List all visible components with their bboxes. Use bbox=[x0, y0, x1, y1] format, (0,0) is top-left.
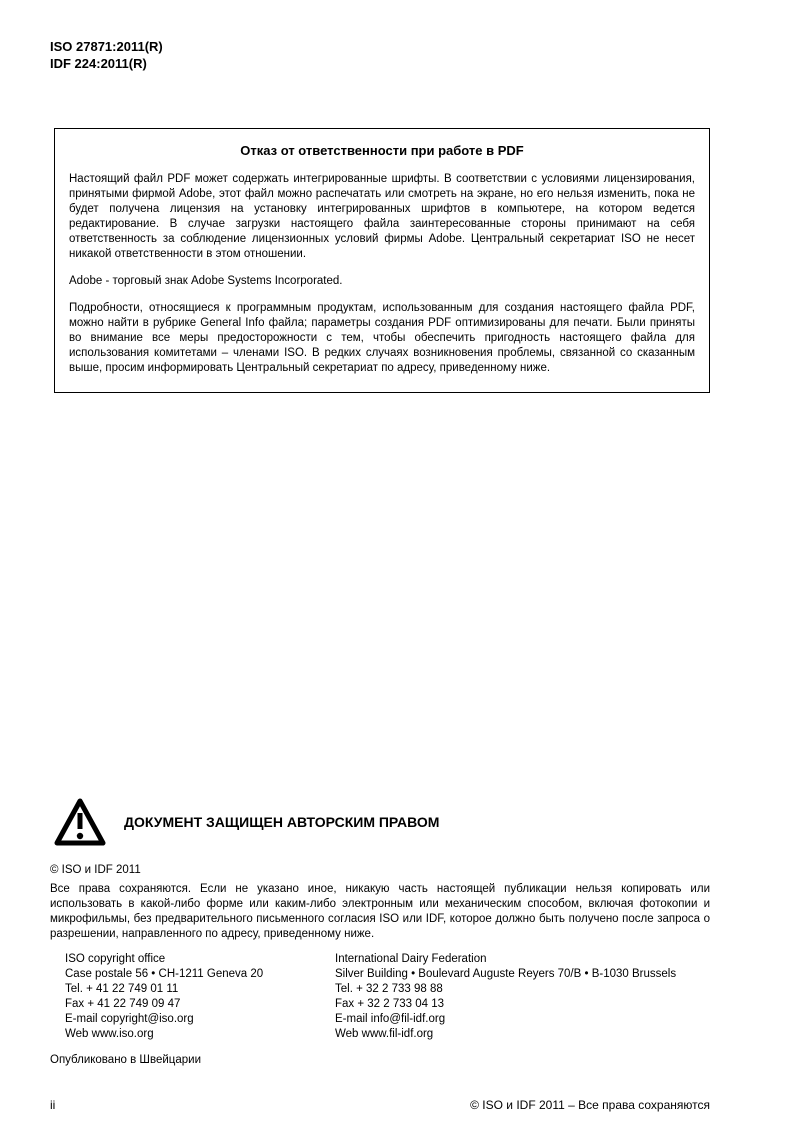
standard-number-idf: IDF 224:2011(R) bbox=[50, 56, 147, 71]
copyright-body-text: Все права сохраняются. Если не указано иное, никакую часть настоящей публикации нельзя копировать или использовать в какой-либо форме или каким-либо электронным или механическим способом, включая фотокопии и микрофильмы, без предварительного письменного согласия ISO или IDF, которое должно быть получено после запроса о разрешении, направленного по адресу, приведенному ниже. bbox=[50, 883, 710, 940]
page-number: ii bbox=[50, 1098, 56, 1112]
address-idf-tel: Tel. + 32 2 733 98 88 bbox=[335, 983, 443, 995]
copyright-heading: ДОКУМЕНТ ЗАЩИЩЕН АВТОРСКИМ ПРАВОМ bbox=[124, 814, 440, 830]
address-iso-fax: Fax + 41 22 749 09 47 bbox=[65, 998, 181, 1010]
address-idf-name: International Dairy Federation bbox=[335, 953, 487, 965]
disclaimer-paragraph-3: Подробности, относящиеся к программным продуктам, использованным для создания настоящего файла PDF, можно найти в рубрике General Info файла; параметры создания PDF оптимизированы для печати. Были приняты во внимание все меры предосторожности с тем, чтобы обеспечить пригодность настоящего файла для использования комитетами – членами ISO. В редких случаях возникновения проблемы, связанной со сказанным выше, просим информировать Центральный секретариат по адресу, приведенному ниже. bbox=[69, 302, 695, 374]
address-idf-email: E-mail info@fil-idf.org bbox=[335, 1013, 446, 1025]
address-iso-email: E-mail copyright@iso.org bbox=[65, 1013, 194, 1025]
disclaimer-title: Отказ от ответственности при работе в PDF bbox=[240, 143, 524, 158]
address-idf-fax: Fax + 32 2 733 04 13 bbox=[335, 998, 445, 1010]
pdf-disclaimer-box bbox=[54, 128, 710, 393]
page-footer bbox=[50, 1098, 710, 1112]
footer-copyright: © ISO и IDF 2011 – Все права сохраняются bbox=[470, 1098, 710, 1112]
address-idf bbox=[335, 952, 710, 1042]
warning-triangle-icon bbox=[54, 798, 106, 846]
address-iso-name: ISO copyright office bbox=[65, 953, 166, 965]
standard-number-iso: ISO 27871:2011(R) bbox=[50, 39, 163, 54]
copyright-heading-row bbox=[50, 798, 710, 846]
address-iso-tel: Tel. + 41 22 749 01 11 bbox=[65, 983, 179, 995]
address-iso bbox=[50, 952, 335, 1042]
published-in: Опубликовано в Швейцарии bbox=[50, 1054, 201, 1066]
address-idf-street: Silver Building • Boulevard Auguste Reyers 70/B • B-1030 Brussels bbox=[335, 968, 677, 980]
disclaimer-paragraph-2: Adobe - торговый знак Adobe Systems Incorporated. bbox=[69, 275, 343, 287]
address-iso-web: Web www.iso.org bbox=[65, 1028, 154, 1040]
address-idf-web: Web www.fil-idf.org bbox=[335, 1028, 434, 1040]
copyright-notice: © ISO и IDF 2011 bbox=[50, 864, 141, 876]
document-header bbox=[50, 38, 163, 72]
address-iso-street: Case postale 56 • CH-1211 Geneva 20 bbox=[65, 968, 264, 980]
copyright-section bbox=[50, 798, 710, 1066]
disclaimer-paragraph-1: Настоящий файл PDF может содержать интегрированные шрифты. В соответствии с условиями лицензирования, принятыми фирмой Adobe, этот файл можно распечатать или смотреть на экране, но его нельзя изменить, пока не будет получена лицензия на установку интегрированных шрифтов в компьютере, на котором ведется редактирование. В случае загрузки настоящего файла заинтересованные стороны принимают на себя ответственность за соблюдение лицензионных условий фирмы Adobe. Центральный секретариат ISO не несет никакой ответственности в этом отношении. bbox=[69, 173, 695, 260]
address-columns bbox=[50, 952, 710, 1042]
